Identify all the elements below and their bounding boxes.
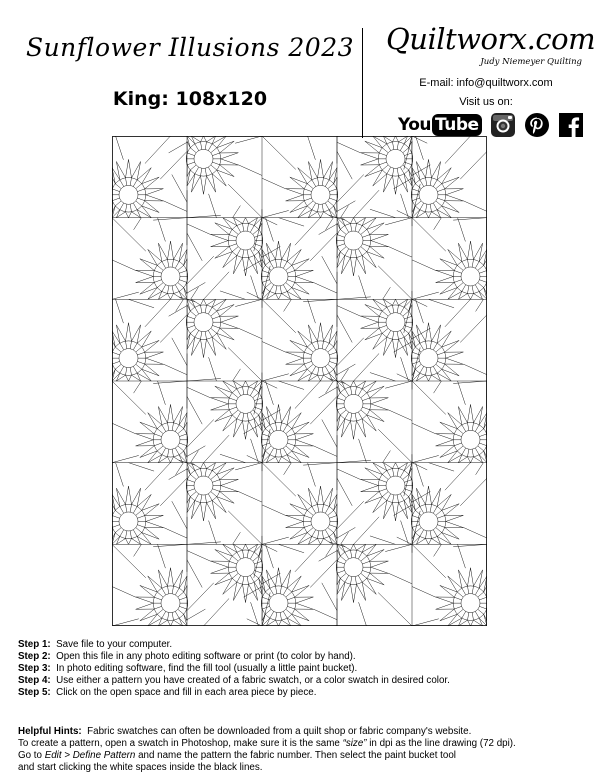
step-4: Step 4: Use either a pattern you have created of a fabric swatch, or a color swatch in desired color. — [18, 674, 450, 686]
hint-line-3: Go to Edit > Define Pattern and name the pattern the fabric number. Then select the paint bucket tool — [18, 749, 456, 761]
hint-line-4: and start clicking the white spaces inside the black lines. — [18, 761, 263, 773]
size-label: King: 108x120 — [112, 88, 268, 110]
step-1: Step 1: Save file to your computer. — [18, 639, 173, 650]
youtube-tube-text: Tube — [432, 114, 482, 136]
visit-us-label: Visit us on: — [459, 96, 513, 108]
step-3: Step 3: In photo editing software, find the fill tool (usually a little paint bucket). — [18, 662, 358, 674]
step-2: Step 2: Open this file in any photo editing software or print (to color by hand). — [18, 650, 356, 662]
vertical-divider — [362, 28, 363, 138]
facebook-icon[interactable] — [558, 112, 584, 138]
instagram-icon[interactable] — [490, 112, 516, 138]
quilt-diagram[interactable] — [112, 136, 487, 626]
helpful-hints — [18, 726, 593, 774]
youtube-you-text: You — [398, 115, 432, 135]
page-title: Sunflower Illusions 2023 — [25, 33, 355, 62]
email-contact[interactable]: E-mail: info@quiltworx.com — [419, 77, 553, 89]
brand-tagline: Judy Niemeyer Quilting — [480, 57, 582, 67]
pinterest-icon[interactable] — [524, 112, 550, 138]
steps-list — [18, 639, 588, 699]
hint-line-2: To create a pattern, open a swatch in Photoshop, make sure it is the same “size” in dpi as the line drawing (72 dpi). — [18, 737, 516, 749]
step-5: Step 5: Click on the open space and fill in each area piece by piece. — [18, 686, 317, 698]
youtube-icon[interactable] — [398, 114, 482, 136]
brand-logo[interactable]: Quiltworx.com — [386, 22, 596, 56]
hint-line-1: Helpful Hints: Fabric swatches can often be downloaded from a quilt shop or fabric company's website. — [18, 726, 472, 737]
